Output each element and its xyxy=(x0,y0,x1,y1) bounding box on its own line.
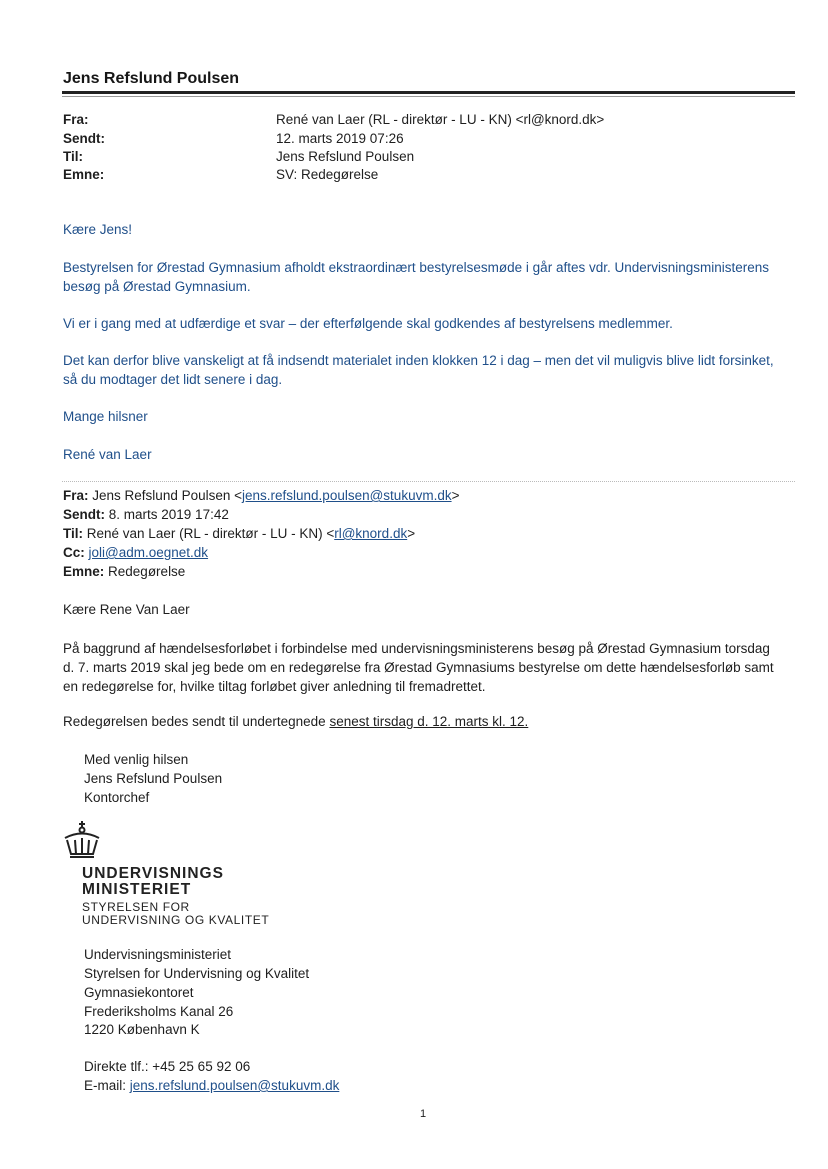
fwd-sent-label: Sendt: xyxy=(63,507,105,522)
email-line xyxy=(84,1076,339,1095)
logo-line-4: UNDERVISNING OG KVALITET xyxy=(82,913,270,927)
address-line-3: Gymnasiekontoret xyxy=(84,985,194,1000)
fwd-from-name: Jens Refslund Poulsen < xyxy=(92,488,243,503)
title-rule xyxy=(62,91,795,94)
fwd-cc xyxy=(63,545,208,560)
from-label: Fra: xyxy=(63,112,89,127)
sig-line-2: Jens Refslund Poulsen xyxy=(84,771,223,786)
ministry-logo-subtitle xyxy=(82,901,269,927)
logo-line-3: STYRELSEN FOR xyxy=(82,900,190,914)
fwd-subject-value: Redegørelse xyxy=(108,564,186,579)
ministry-logo-title xyxy=(82,866,224,898)
fwd-cc-label: Cc: xyxy=(63,545,85,560)
fwd-from-end: > xyxy=(451,488,460,503)
fwd-to xyxy=(63,526,415,541)
email-label: E-mail: xyxy=(84,1078,130,1093)
fwd-to-name: René van Laer (RL - direktør - LU - KN) < xyxy=(86,526,335,541)
address-line-2: Styrelsen for Undervisning og Kvalitet xyxy=(84,966,310,981)
address-line-5: 1220 København K xyxy=(84,1022,200,1037)
fwd-from-label: Fra: xyxy=(63,488,89,503)
fwd-sent-value: 8. marts 2019 17:42 xyxy=(108,507,229,522)
address-line-1: Undervisningsministeriet xyxy=(84,947,232,962)
sig-line-3: Kontorchef xyxy=(84,790,150,805)
fwd-subject xyxy=(63,564,185,579)
from-value: René van Laer (RL - direktør - LU - KN) <rl@knord.dk> xyxy=(276,112,605,127)
subject-value: SV: Redegørelse xyxy=(276,167,379,182)
reply-closing: Mange hilsner xyxy=(63,409,148,424)
address-line-4: Frederiksholms Kanal 26 xyxy=(84,1004,234,1019)
title-rule-thin xyxy=(62,96,795,97)
logo-line-2: MINISTERIET xyxy=(82,881,192,898)
sent-value: 12. marts 2019 07:26 xyxy=(276,131,404,146)
fwd-subject-label: Emne: xyxy=(63,564,105,579)
fwd-to-label: Til: xyxy=(63,526,83,541)
page-number: 1 xyxy=(420,1108,427,1120)
phone-line: Direkte tlf.: +45 25 65 92 06 xyxy=(84,1059,251,1074)
fwd-cc-email-link[interactable]: joli@adm.oegnet.dk xyxy=(88,545,209,560)
subject-label: Emne: xyxy=(63,167,105,182)
separator xyxy=(62,481,795,482)
fwd-from xyxy=(63,488,459,503)
document-title: Jens Refslund Poulsen xyxy=(63,70,240,87)
fwd-sent xyxy=(63,507,229,522)
fwd-to-end: > xyxy=(407,526,416,541)
reply-signature: René van Laer xyxy=(63,447,152,462)
fwd-to-email-link[interactable]: rl@knord.dk xyxy=(334,526,408,541)
fwd-paragraph-2 xyxy=(63,712,783,731)
sent-label: Sendt: xyxy=(63,131,105,146)
reply-paragraph-3: Det kan derfor blive vanskeligt at få indsendt materialet inden klokken 12 i dag – men det vil muligvis blive lidt forsinket, så du modtager det lidt senere i dag. xyxy=(63,353,774,387)
fwd-paragraph-2-text: Redegørelsen bedes sendt til undertegnede xyxy=(63,714,330,729)
to-label: Til: xyxy=(63,149,83,164)
fwd-paragraph-1: På baggrund af hændelsesforløbet i forbindelse med undervisningsministerens besøg på Ørestad Gymnasium torsdag d. 7. marts 2019 skal jeg bede om en redegørelse fra Ørestad Gymnasiums bestyrelse om dette hændelsesforløb samt en redegørelse for, hvilke tiltag forløbet giver anledning til fremadrettet. xyxy=(63,641,774,694)
sig-line-1: Med venlig hilsen xyxy=(84,752,189,767)
reply-paragraph-2: Vi er i gang med at udfærdige et svar – der efterfølgende skal godkendes af bestyrelsens medlemmer. xyxy=(63,316,673,331)
fwd-from-email-link[interactable]: jens.refslund.poulsen@stukuvm.dk xyxy=(242,488,452,503)
logo-line-1: UNDERVISNINGS xyxy=(82,865,224,882)
fwd-deadline: senest tirsdag d. 12. marts kl. 12. xyxy=(329,714,529,729)
reply-greeting: Kære Jens! xyxy=(63,222,133,237)
crown-icon xyxy=(63,820,101,860)
email-link[interactable]: jens.refslund.poulsen@stukuvm.dk xyxy=(129,1078,340,1093)
reply-paragraph-1: Bestyrelsen for Ørestad Gymnasium afholdt ekstraordinært bestyrelsesmøde i går aftes vdr. Undervisningsministerens besøg på Ørestad Gymnasium. xyxy=(63,260,770,294)
to-value: Jens Refslund Poulsen xyxy=(276,149,415,164)
fwd-greeting: Kære Rene Van Laer xyxy=(63,602,190,617)
